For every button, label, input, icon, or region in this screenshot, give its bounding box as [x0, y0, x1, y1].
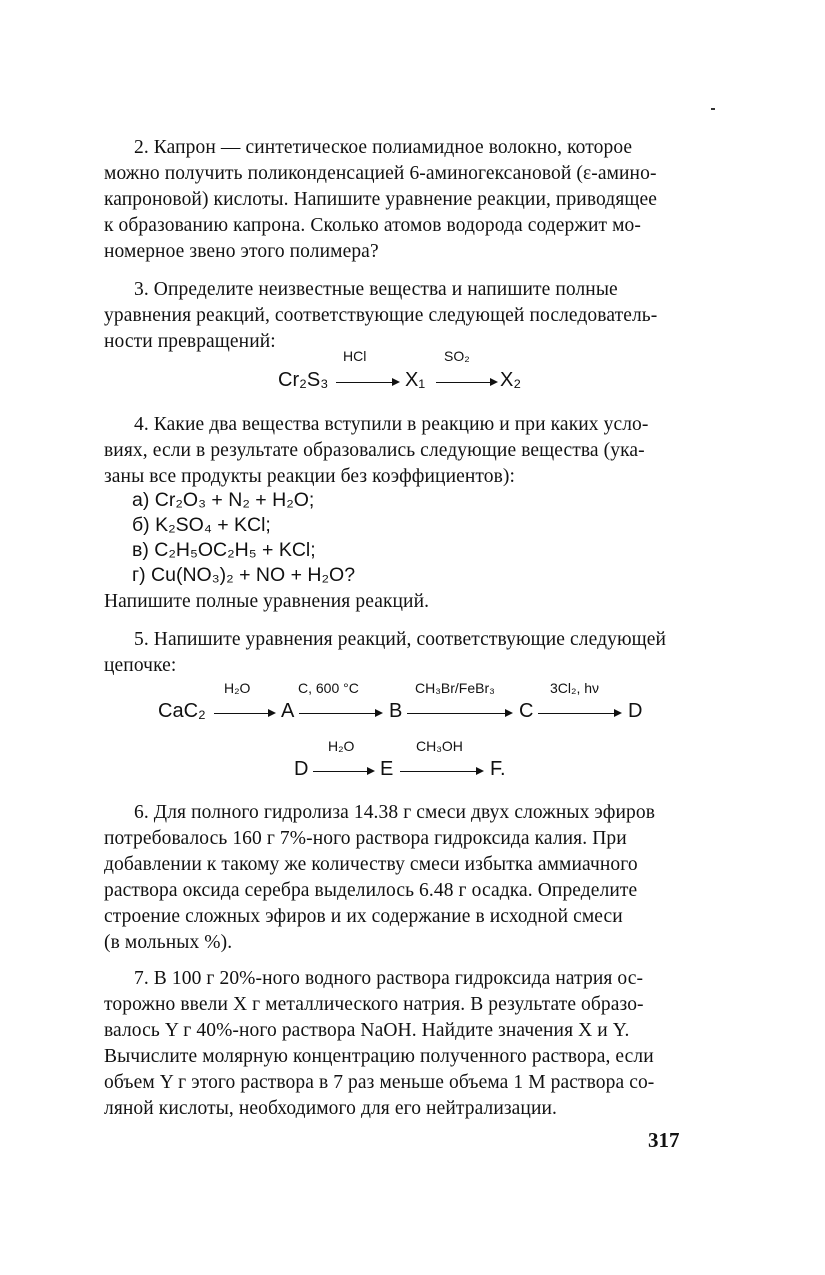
species-cr2s3: Cr₂S₃ [278, 369, 329, 391]
problem-7-line-5: объем Y г этого раствора в 7 раз меньше объема 1 М раствора со- [104, 1072, 655, 1093]
reagent-hcl: HCl [343, 348, 367, 364]
arrow-6 [538, 713, 620, 714]
list-item-c: в) C₂H₅OC₂H₅ + KCl; [132, 539, 316, 561]
problem-4-footer: Напишите полные уравнения реакций. [104, 591, 430, 612]
problem-6-line-3: добавлении к такому же количеству смеси избытка аммиачного [104, 854, 638, 875]
species-cac2: CaC₂ [158, 700, 206, 722]
problem-3-line-3: ности превращений: [104, 331, 276, 352]
problem-5-line-1: 5. Напишите уравнения реакций, соответствующие следующей [134, 629, 667, 650]
problem-6-line-5: строение сложных эфиров и их содержание в исходной смеси [104, 906, 623, 927]
species-c: C [519, 700, 534, 722]
species-e: E [380, 758, 394, 780]
list-item-b: б) K₂SO₄ + KCl; [132, 514, 271, 536]
species-x1: X₁ [405, 369, 426, 391]
list-item-a: а) Cr₂O₃ + N₂ + H₂O; [132, 489, 315, 511]
reagent-3cl2-hv: 3Cl₂, hν [550, 680, 600, 696]
problem-2-line-4: к образованию капрона. Сколько атомов водорода содержит мо- [104, 215, 641, 236]
reagent-ch3oh: CH₃OH [416, 738, 463, 754]
problem-2-line-3: капроновой) кислоты. Напишите уравнение реакции, приводящее [104, 189, 658, 210]
problem-4-line-2: виях, если в результате образовались следующие вещества (ука- [104, 440, 645, 461]
species-d-2: D [294, 758, 309, 780]
problem-2-line-1: 2. Капрон — синтетическое полиамидное волокно, которое [134, 137, 633, 158]
arrow-2 [436, 382, 496, 383]
arrow-7 [313, 771, 373, 772]
arrow-3 [214, 713, 274, 714]
problem-7-line-6: ляной кислоты, необходимого для его нейтрализации. [104, 1098, 558, 1119]
reagent-so2: SO₂ [444, 348, 470, 364]
species-b: B [389, 700, 403, 722]
problem-6-line-6: (в мольных %). [104, 932, 233, 953]
reagent-h2o-2: H₂O [328, 738, 355, 754]
scan-speck [711, 108, 715, 110]
reagent-ch3br-febr3: CH₃Br/FeBr₃ [415, 680, 495, 696]
problem-6-line-2: потребовалось 160 г 7%-ного раствора гидроксида калия. При [104, 828, 627, 849]
species-d: D [628, 700, 643, 722]
list-item-d: г) Cu(NO₃)₂ + NO + H₂O? [132, 564, 356, 586]
problem-2-line-2: можно получить поликонденсацией 6-аминогексановой (ε-амино- [104, 163, 657, 184]
problem-2-line-5: номерное звено этого полимера? [104, 241, 379, 262]
species-x2: X₂ [500, 369, 522, 391]
problem-4-line-1: 4. Какие два вещества вступили в реакцию и при каких усло- [134, 414, 649, 435]
reagent-carbon-600: C, 600 °C [298, 680, 359, 696]
species-f: F. [490, 758, 506, 780]
page-number: 317 [648, 1128, 680, 1152]
problem-3-line-2: уравнения реакций, соответствующие следующей последователь- [104, 305, 658, 326]
arrow-4 [299, 713, 381, 714]
problem-7-line-1: 7. В 100 г 20%-ного водного раствора гидроксида натрия ос- [134, 968, 644, 989]
problem-6-line-1: 6. Для полного гидролиза 14.38 г смеси двух сложных эфиров [134, 802, 656, 823]
problem-3-line-1: 3. Определите неизвестные вещества и напишите полные [134, 279, 618, 300]
reagent-h2o: H₂O [224, 680, 251, 696]
problem-5-line-2: цепочке: [104, 655, 177, 676]
problem-7-line-2: торожно ввели X г металлического натрия. В результате образо- [104, 994, 644, 1015]
species-a: A [281, 700, 295, 722]
arrow-1 [336, 382, 398, 383]
problem-4-line-3: заны все продукты реакции без коэффициентов): [104, 466, 516, 487]
arrow-8 [400, 771, 482, 772]
problem-7-line-3: валось Y г 40%-ного раствора NaOH. Найдите значения X и Y. [104, 1020, 630, 1041]
arrow-5 [407, 713, 511, 714]
problem-7-line-4: Вычислите молярную концентрацию полученного раствора, если [104, 1046, 654, 1067]
problem-6-line-4: раствора оксида серебра выделилось 6.48 г осадка. Определите [104, 880, 638, 901]
